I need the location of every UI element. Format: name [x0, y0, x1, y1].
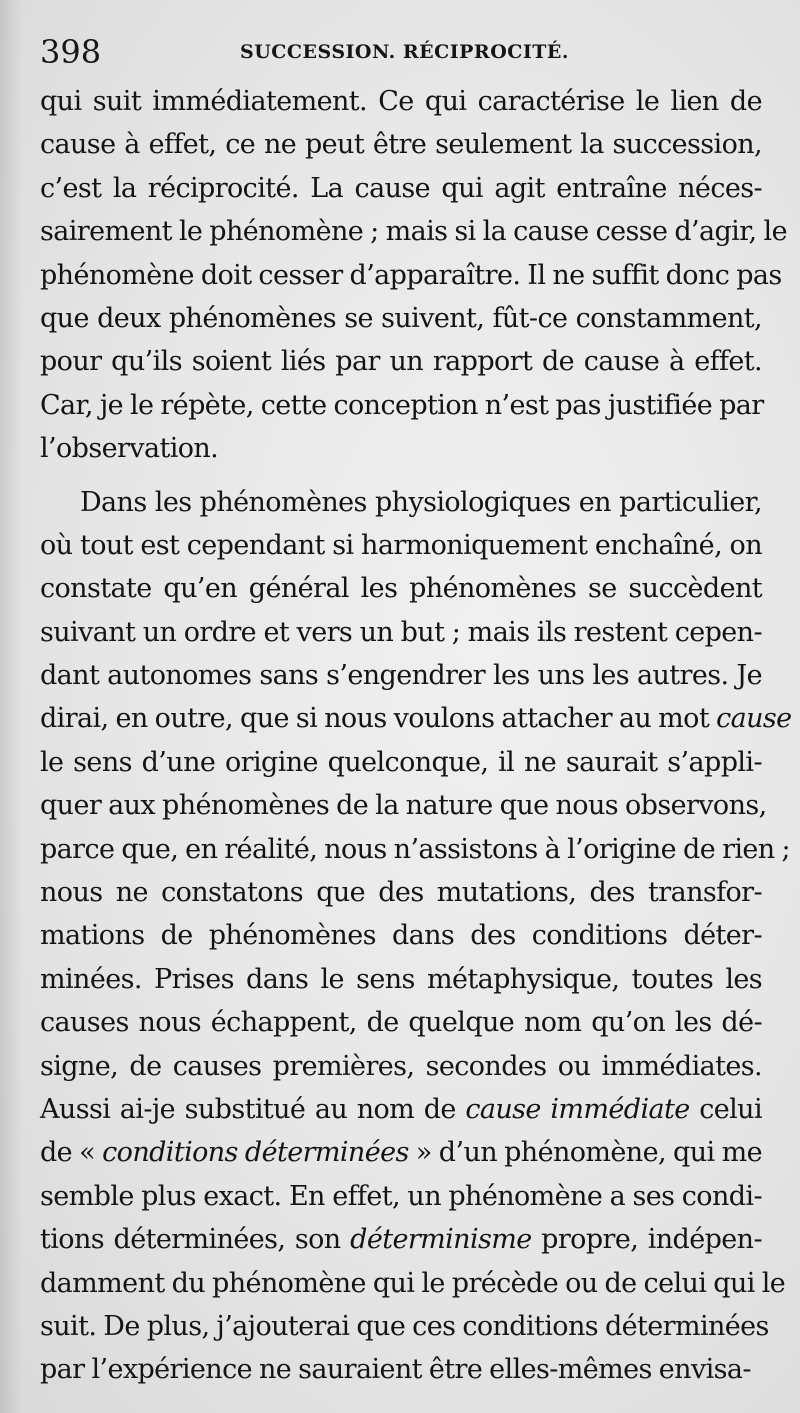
text-segment: sairement le phénomène ; mais si la cause cesse d’agir, le [40, 216, 787, 248]
text-line [40, 167, 762, 210]
text-line [40, 1262, 786, 1305]
text-segment: quer aux phénomènes de la nature que nous observons, [40, 790, 767, 822]
text-segment: c’est la réciprocité. La cause qui agit entraîne néces- [40, 172, 762, 204]
text-line [40, 210, 787, 253]
text-segment: Car, je le répète, cette conception n’est pas justifiée par [40, 389, 764, 421]
text-segment: qui suit immédiatement. Ce qui caractérise le lien de [40, 86, 762, 117]
text-line [40, 958, 762, 1001]
italic-text: conditions déterminées [102, 1137, 409, 1169]
text-line [40, 297, 762, 340]
text-segment: constate qu’en général les phénomènes se succèdent [40, 573, 762, 605]
text-line [40, 914, 762, 957]
text-segment: signe, de causes premières, secondes ou immédiates. [40, 1050, 762, 1082]
text-segment: phénomène doit cesser d’apparaître. Il ne suffit donc pas [40, 259, 782, 291]
body-text [40, 80, 792, 1392]
text-line [40, 123, 762, 166]
paragraph-2 [40, 481, 792, 1392]
text-segment: damment du phénomène qui le précède ou de celui qui le [40, 1267, 786, 1299]
page-header [40, 30, 760, 74]
text-segment: pour qu’ils soient liés par un rapport de cause à effet. [40, 346, 762, 378]
text-segment: semble plus exact. En effet, un phénomène a ses condi- [40, 1180, 762, 1212]
text-segment: celui [689, 1093, 762, 1125]
page-gutter-shadow [0, 0, 22, 1413]
text-line [40, 254, 782, 297]
text-segment: minées. Prises dans le sens métaphysique, toutes les [40, 963, 762, 995]
text-segment: mations de phénomènes dans des conditions déter- [40, 920, 762, 952]
italic-text: déterminisme [350, 1224, 532, 1256]
text-line [40, 741, 762, 784]
text-segment: cause à effet, ce ne peut être seulement la succession, [40, 129, 762, 161]
text-segment: où tout est cependant si harmoniquement enchaîné, on [40, 529, 762, 561]
text-line [40, 80, 762, 123]
text-line [40, 1305, 769, 1348]
text-line [40, 1348, 762, 1391]
text-segment: tions déterminées, son [40, 1224, 351, 1256]
text-line [40, 1045, 762, 1088]
text-line [40, 1218, 762, 1261]
text-line [40, 871, 762, 914]
text-line [40, 697, 792, 740]
text-line [40, 567, 762, 610]
text-line [40, 1088, 762, 1131]
text-segment: » d’un phénomène, qui me [408, 1137, 762, 1169]
text-line [40, 784, 767, 827]
italic-text: cause [716, 703, 792, 735]
text-segment: le sens d’une origine quelconque, il ne saurait s’appli- [40, 746, 762, 778]
text-segment: parce que, en réalité, nous n’assistons à l’origine de rien ; [40, 833, 791, 865]
text-segment: dant autonomes sans s’engendrer les uns les autres. Je [40, 660, 762, 692]
text-line [40, 828, 791, 871]
text-segment: causes nous échappent, de quelque nom qu’on les dé- [40, 1007, 762, 1039]
text-line [40, 1131, 762, 1174]
text-line [40, 654, 762, 697]
text-line [40, 340, 762, 383]
text-segment: l’observation. [40, 433, 219, 465]
text-segment: suit. De plus, j’ajouterai que ces conditions déterminées [40, 1310, 769, 1342]
text-line [40, 1175, 762, 1218]
text-segment: dirai, en outre, que si nous voulons attacher au mot [40, 703, 717, 735]
text-segment: Dans les phénomènes physiologiques en particulier, [80, 486, 762, 518]
text-line [40, 427, 762, 470]
text-segment: que deux phénomènes se suivent, fût-ce constamment, [40, 302, 762, 334]
text-segment: suivant un ordre et vers un but ; mais ils restent cepen- [40, 616, 762, 648]
text-line [40, 611, 762, 654]
text-line [40, 481, 762, 524]
running-head: SUCCESSION. RÉCIPROCITÉ. [240, 41, 570, 63]
italic-text: cause immédiate [465, 1093, 690, 1125]
text-segment: propre, indépen- [531, 1224, 762, 1256]
text-segment: de « [40, 1137, 103, 1169]
text-line [40, 384, 762, 427]
text-line [40, 524, 762, 567]
text-segment: nous ne constatons que des mutations, des transfor- [40, 877, 762, 909]
paragraph-1 [40, 80, 787, 471]
text-segment: Aussi ai-je substitué au nom de [40, 1093, 466, 1125]
text-segment: par l’expérience ne sauraient être elles-mêmes envisa- [40, 1354, 751, 1386]
text-line [40, 1001, 762, 1044]
page-number: 398 [40, 33, 102, 71]
